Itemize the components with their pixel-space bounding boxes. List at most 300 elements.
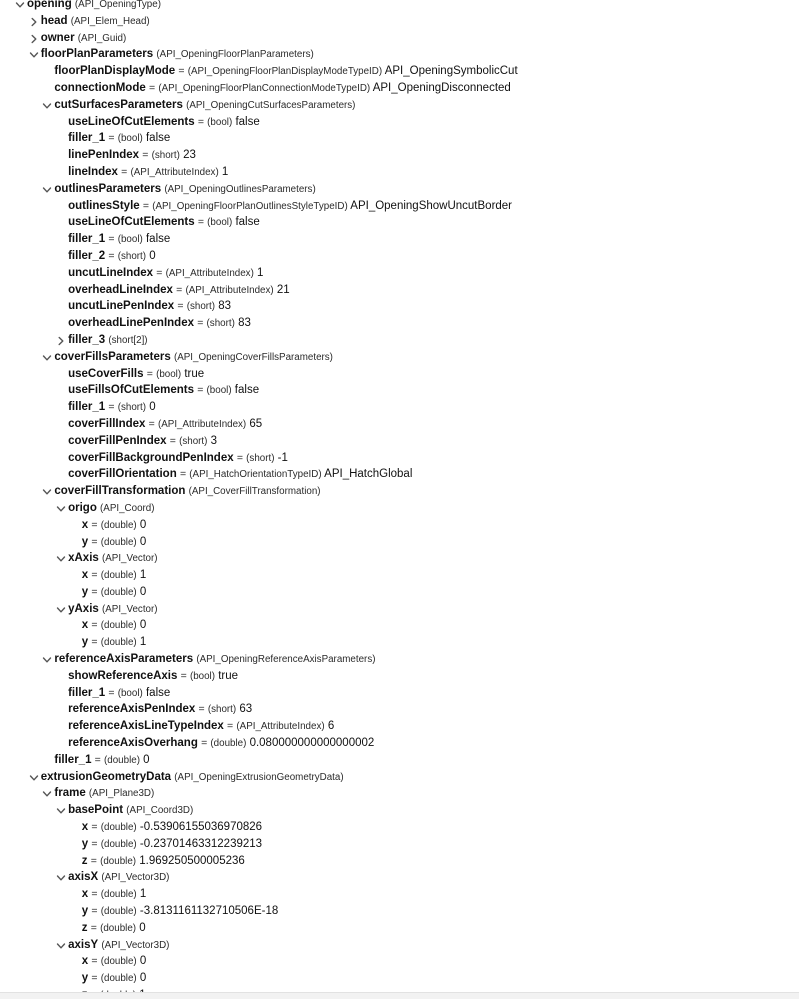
property-name: coverFillOrientation [68, 468, 177, 481]
property-type: (bool) [117, 133, 143, 145]
tree-row[interactable] [0, 483, 799, 500]
tree-row-content [68, 382, 259, 400]
property-type: (short) [117, 250, 147, 262]
property-type: (double) [100, 922, 137, 934]
chevron-down-icon[interactable] [41, 181, 53, 198]
equals-sign: = [108, 249, 115, 262]
tree-row[interactable] [0, 500, 799, 517]
property-type: (API_OpeningCoverFillsParameters) [173, 351, 333, 363]
property-type: (API_Elem_Head) [70, 15, 150, 27]
tree-row-content [54, 651, 375, 669]
property-type: (double) [100, 956, 137, 968]
property-value: 3 [210, 434, 217, 447]
tree-row [0, 248, 799, 265]
property-type: (API_OpeningFloorPlanParameters) [156, 49, 314, 61]
property-type: (API_Plane3D) [88, 788, 155, 800]
equals-sign: = [201, 737, 208, 750]
property-type: (short) [151, 150, 180, 162]
property-name: z [81, 921, 88, 934]
property-name: useLineOfCutElements [68, 216, 195, 229]
property-type: (bool) [117, 687, 143, 699]
tree-row[interactable] [0, 769, 799, 786]
property-type: (API_OpeningFloorPlanDisplayModeTypeID) [187, 66, 383, 78]
tree-row [0, 836, 799, 853]
tree-row [0, 953, 799, 970]
property-type: (bool) [189, 670, 215, 682]
property-type: (API_OpeningReferenceAxisParameters) [196, 654, 376, 666]
property-type: (bool) [206, 385, 232, 397]
property-value: API_HatchGlobal [324, 468, 413, 481]
chevron-right-icon[interactable] [55, 332, 67, 349]
property-type: (double) [100, 822, 137, 834]
property-name: floorPlanParameters [40, 48, 154, 61]
property-type: (short) [206, 318, 235, 330]
tree-row [0, 433, 799, 450]
property-value: 0 [139, 955, 147, 968]
property-value: API_OpeningDisconnected [372, 81, 511, 94]
property-type: (double) [100, 973, 137, 985]
property-name: opening [27, 0, 72, 10]
tree-row [0, 970, 799, 987]
property-value: false [235, 115, 260, 128]
tree-row [0, 735, 799, 752]
property-name: filler_1 [68, 686, 106, 699]
property-value: 0.080000000000000002 [249, 737, 375, 750]
equals-sign: = [91, 636, 98, 649]
equals-sign: = [180, 669, 187, 682]
property-name: filler_1 [68, 132, 106, 145]
property-value: 0 [139, 535, 147, 548]
property-type: (API_HatchOrientationTypeID) [189, 469, 322, 481]
tree-row-content [68, 298, 231, 316]
tree-row-content [68, 214, 260, 232]
tree-row[interactable] [0, 181, 799, 198]
property-value: 1 [221, 165, 229, 178]
tree-row-content [82, 953, 147, 971]
property-name: overheadLinePenIndex [68, 317, 194, 330]
property-type: (short) [117, 402, 147, 414]
property-value: 1 [139, 636, 147, 649]
tree-row-content [68, 735, 374, 753]
equals-sign: = [91, 585, 98, 598]
property-type: (API_OpeningExtrusionGeometryData) [174, 771, 344, 783]
property-type: (API_OpeningFloorPlanConnectionModeTypeID) [158, 82, 371, 94]
equals-sign: = [91, 888, 98, 901]
property-name: origo [68, 501, 97, 514]
property-name: y [81, 837, 89, 850]
property-type: (short) [186, 301, 216, 313]
property-type: (short) [207, 704, 237, 716]
tree-row [0, 382, 799, 399]
tree-row [0, 231, 799, 248]
chevron-down-icon[interactable] [28, 769, 40, 786]
property-name: coverFillBackgroundPenIndex [68, 451, 234, 464]
property-name: axisX [68, 871, 99, 884]
property-name: x [81, 518, 89, 531]
property-name: outlinesStyle [68, 199, 140, 212]
tree-row-content [68, 265, 263, 283]
property-type: (short[2]) [108, 334, 148, 346]
property-name: head [40, 14, 68, 27]
tree-row[interactable] [0, 13, 799, 30]
chevron-down-icon[interactable] [41, 651, 53, 668]
tree-row [0, 701, 799, 718]
property-value: 6 [327, 720, 335, 733]
tree-row[interactable] [0, 97, 799, 114]
property-value: true [218, 669, 239, 682]
property-value: 21 [276, 283, 290, 296]
equals-sign: = [142, 199, 150, 212]
property-value: 0 [149, 401, 156, 414]
equals-sign: = [108, 132, 115, 145]
chevron-down-icon[interactable] [41, 785, 53, 802]
property-type: (double) [104, 754, 140, 766]
equals-sign: = [91, 837, 98, 850]
chevron-down-icon[interactable] [55, 937, 67, 954]
property-type: (short) [179, 435, 208, 447]
chevron-down-icon[interactable] [41, 483, 53, 500]
property-name: connectionMode [54, 81, 146, 94]
chevron-down-icon[interactable] [41, 349, 53, 366]
chevron-right-icon[interactable] [28, 30, 40, 47]
property-type: (API_OpeningType) [74, 0, 161, 10]
property-name: x [81, 955, 89, 968]
tree-row-content [68, 601, 157, 619]
tree-row [0, 584, 799, 601]
tree-row-content [68, 231, 170, 249]
chevron-down-icon[interactable] [55, 601, 67, 618]
tree-row-content [68, 198, 512, 216]
property-value: API_OpeningShowUncutBorder [350, 199, 513, 212]
tree-row[interactable] [0, 0, 799, 13]
tree-row-content [54, 181, 315, 199]
tree-row[interactable] [0, 30, 799, 47]
tree-row [0, 634, 799, 651]
property-type: (API_Coord) [100, 502, 155, 514]
tree-row [0, 886, 799, 903]
property-name: frame [54, 787, 86, 800]
tree-row[interactable] [0, 332, 799, 349]
tree-row [0, 466, 799, 483]
property-name: y [81, 905, 89, 918]
property-name: uncutLinePenIndex [68, 300, 175, 313]
property-name: overheadLineIndex [68, 283, 173, 296]
chevron-down-icon[interactable] [41, 97, 53, 114]
tree-row-content [54, 63, 517, 81]
tree-row [0, 819, 799, 836]
property-value: 0 [139, 518, 147, 531]
tree-row-content [82, 617, 147, 635]
property-type: (double) [210, 738, 247, 750]
equals-sign: = [198, 703, 205, 716]
property-value: false [145, 132, 171, 145]
property-type: (double) [100, 906, 137, 918]
property-name: x [81, 619, 89, 632]
tree-row[interactable] [0, 46, 799, 63]
property-name: coverFillPenIndex [68, 434, 167, 447]
tree-row-content [68, 450, 288, 468]
equals-sign: = [94, 753, 101, 766]
tree-row [0, 114, 799, 131]
property-type: (API_OpeningOutlinesParameters) [164, 183, 316, 195]
equals-sign: = [108, 233, 115, 246]
tree-row-content [68, 114, 260, 132]
equals-sign: = [108, 401, 115, 414]
tree-row [0, 198, 799, 215]
chevron-down-icon[interactable] [55, 500, 67, 517]
tree-row [0, 517, 799, 534]
property-type: (short) [246, 452, 275, 464]
property-name: showReferenceAxis [68, 669, 178, 682]
property-type: (double) [100, 838, 137, 850]
equals-sign: = [91, 619, 98, 632]
property-value: 65 [249, 417, 263, 430]
property-value: 0 [143, 753, 150, 766]
chevron-down-icon[interactable] [14, 0, 26, 13]
property-value: 83 [238, 317, 251, 330]
property-type: (API_OpeningCutSurfacesParameters) [186, 99, 356, 111]
tree-row [0, 282, 799, 299]
property-value: -3.8131161132710506E-18 [139, 905, 279, 918]
tree-row[interactable] [0, 802, 799, 819]
equals-sign: = [142, 149, 149, 162]
tree-row-content [82, 584, 147, 602]
tree-row-content [54, 349, 333, 367]
property-value: false [234, 384, 260, 397]
tree-row-content [68, 466, 412, 484]
tree-row-content [68, 937, 169, 955]
equals-sign: = [90, 854, 97, 867]
equals-sign: = [108, 686, 115, 699]
tree-row-content [54, 97, 355, 115]
tree-row-content [82, 920, 146, 938]
property-name: basePoint [68, 804, 124, 817]
tree-row [0, 315, 799, 332]
equals-sign: = [91, 518, 98, 531]
tree-row-content [82, 886, 147, 904]
tree-row-content [68, 332, 147, 350]
property-value: -1 [277, 451, 288, 464]
property-value: true [184, 367, 205, 380]
tree-row [0, 164, 799, 181]
tree-row-content [68, 550, 157, 568]
property-type: (API_CoverFillTransformation) [188, 486, 321, 498]
tree-row-content [68, 130, 170, 148]
property-name: referenceAxisLineTypeIndex [68, 720, 224, 733]
property-name: owner [40, 31, 75, 44]
property-type: (API_Vector3D) [101, 939, 170, 951]
tree-row-content [68, 315, 251, 333]
property-value: false [145, 686, 171, 699]
property-value: 1 [139, 888, 147, 901]
property-type: (double) [100, 586, 137, 598]
property-type: (bool) [207, 116, 233, 128]
tree-row-content [82, 517, 147, 535]
property-value: 0 [139, 921, 146, 934]
property-name: useCoverFills [68, 367, 144, 380]
property-name: y [81, 535, 89, 548]
tree-row-content [68, 248, 156, 266]
property-value: 23 [183, 149, 196, 162]
tree-row [0, 752, 799, 769]
property-type: (API_OpeningFloorPlanOutlinesStyleTypeID) [152, 200, 348, 212]
equals-sign: = [197, 216, 204, 229]
property-value: false [145, 233, 171, 246]
property-type: (API_Vector) [101, 603, 158, 615]
chevron-down-icon[interactable] [55, 550, 67, 567]
equals-sign: = [169, 434, 176, 447]
horizontal-scrollbar[interactable] [0, 992, 799, 999]
property-name: y [81, 585, 89, 598]
property-name: filler_1 [54, 753, 92, 766]
chevron-down-icon[interactable] [55, 802, 67, 819]
tree-row-content [68, 802, 193, 820]
property-type: (double) [100, 570, 137, 582]
property-value: 0 [139, 972, 147, 985]
equals-sign: = [176, 283, 183, 296]
property-type: (bool) [207, 217, 233, 229]
chevron-down-icon[interactable] [55, 869, 67, 886]
property-name: linePenIndex [68, 149, 140, 162]
tree-row-content [68, 718, 334, 736]
equals-sign: = [236, 451, 243, 464]
tree-row-content [82, 534, 147, 552]
tree-row-content [68, 164, 228, 182]
tree-row [0, 718, 799, 735]
equals-sign: = [121, 165, 128, 178]
tree-row-content [41, 46, 314, 64]
property-type: (API_AttributeIndex) [236, 721, 325, 733]
property-value: false [235, 216, 260, 229]
property-type: (API_AttributeIndex) [157, 418, 247, 430]
tree-row-content [68, 399, 156, 417]
tree-row-content [82, 819, 262, 837]
tree-row-content [68, 147, 196, 165]
tree-row[interactable] [0, 651, 799, 668]
tree-row [0, 63, 799, 80]
property-name: referenceAxisPenIndex [68, 703, 196, 716]
tree-row-content [54, 752, 149, 770]
equals-sign: = [179, 468, 187, 481]
property-name: coverFillsParameters [54, 350, 171, 363]
tree-row[interactable] [0, 601, 799, 618]
tree-row-content [27, 0, 161, 14]
tree-row [0, 265, 799, 282]
tree-row [0, 130, 799, 147]
property-name: useLineOfCutElements [68, 115, 195, 128]
tree-row-content [41, 30, 127, 48]
property-name: referenceAxisOverhang [68, 737, 198, 750]
chevron-right-icon[interactable] [28, 13, 40, 30]
property-type: (API_AttributeIndex) [185, 284, 274, 296]
tree-row-content [82, 970, 147, 988]
tree-row [0, 80, 799, 97]
tree-row[interactable] [0, 785, 799, 802]
tree-row-content [68, 366, 204, 384]
equals-sign: = [178, 65, 185, 78]
property-value: -0.53906155036970826 [139, 821, 263, 834]
tree-row-content [82, 903, 278, 921]
tree-row [0, 567, 799, 584]
property-value: 0 [149, 249, 156, 262]
tree-row[interactable] [0, 349, 799, 366]
tree-row [0, 298, 799, 315]
equals-sign: = [91, 821, 98, 834]
property-name: extrusionGeometryData [40, 770, 172, 783]
tree-row-content [41, 13, 150, 31]
equals-sign: = [90, 921, 97, 934]
property-type: (API_Vector) [101, 553, 158, 565]
property-type: (double) [100, 620, 137, 632]
property-name: filler_1 [68, 233, 106, 246]
property-value: 1.969250500005236 [139, 854, 245, 867]
tree-row-content [82, 567, 147, 585]
property-name: outlinesParameters [54, 182, 162, 195]
tree-row [0, 903, 799, 920]
property-type: (API_AttributeIndex) [130, 166, 219, 178]
tree-row-content [68, 416, 262, 434]
equals-sign: = [91, 535, 98, 548]
property-value: 83 [218, 300, 232, 313]
property-type: (double) [100, 889, 137, 901]
tree-row[interactable] [0, 869, 799, 886]
property-value: 0 [139, 585, 147, 598]
property-type: (double) [100, 519, 137, 531]
equals-sign: = [197, 384, 204, 397]
tree-row-content [68, 433, 217, 451]
tree-row-content [82, 853, 245, 871]
property-type: (double) [100, 637, 137, 649]
equals-sign: = [197, 115, 204, 128]
tree-row [0, 366, 799, 383]
property-type: (API_Coord3D) [126, 805, 194, 817]
property-value: -0.23701463312239213 [139, 837, 263, 850]
equals-sign: = [148, 417, 155, 430]
property-name: coverFillTransformation [54, 485, 186, 498]
property-name: coverFillIndex [68, 417, 146, 430]
property-name: yAxis [68, 602, 99, 615]
tree-row-content [54, 80, 510, 98]
property-name: filler_1 [68, 401, 106, 414]
property-name: y [81, 636, 89, 649]
equals-sign: = [227, 720, 234, 733]
tree-row [0, 214, 799, 231]
property-name: x [81, 821, 89, 834]
property-name: z [81, 854, 88, 867]
tree-row-content [68, 701, 252, 719]
tree-row[interactable] [0, 550, 799, 567]
chevron-down-icon[interactable] [28, 46, 40, 63]
property-value: 1 [139, 569, 147, 582]
tree-row [0, 147, 799, 164]
property-value: 1 [257, 266, 264, 279]
tree-row [0, 450, 799, 467]
property-name: xAxis [68, 552, 99, 565]
tree-row [0, 920, 799, 937]
equals-sign: = [91, 972, 98, 985]
property-name: referenceAxisParameters [54, 653, 194, 666]
tree-row [0, 853, 799, 870]
property-type: (API_AttributeIndex) [165, 267, 254, 279]
tree-row[interactable] [0, 937, 799, 954]
equals-sign: = [148, 81, 156, 94]
tree-row [0, 399, 799, 416]
property-type: (API_Guid) [77, 32, 127, 44]
tree-row [0, 668, 799, 685]
tree-row [0, 685, 799, 702]
property-type: (bool) [156, 368, 182, 380]
property-name: useFillsOfCutElements [68, 384, 194, 397]
